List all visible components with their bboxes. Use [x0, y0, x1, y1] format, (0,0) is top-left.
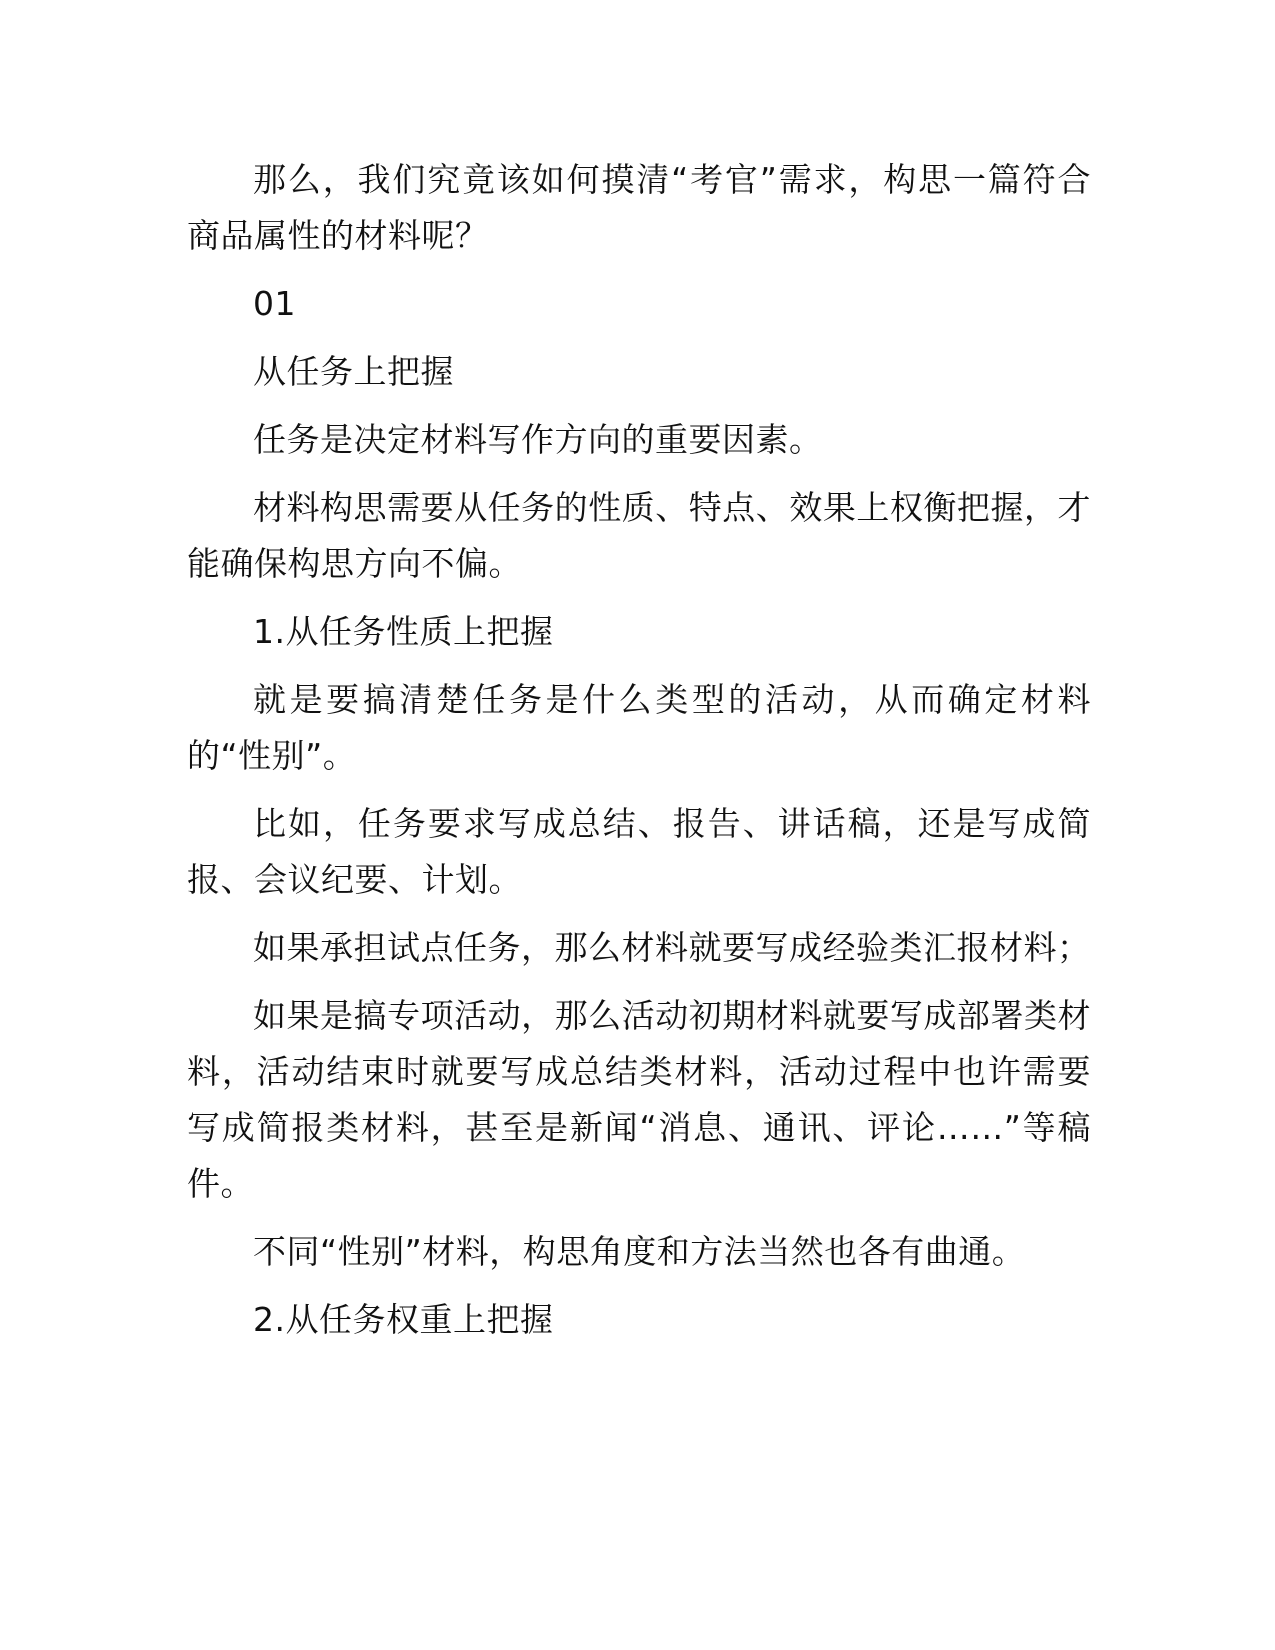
subsection-heading: 2.从任务权重上把握 — [253, 1300, 554, 1339]
body-paragraph: 比如，任务要求写成总结、报告、讲话稿，还是写成简报、会议纪要、计划。 — [187, 804, 1091, 899]
body-paragraph: 任务是决定材料写作方向的重要因素。 — [253, 420, 823, 459]
document-body — [187, 152, 1091, 1360]
section-number: 01 — [253, 284, 296, 323]
subsection-heading: 1.从任务性质上把握 — [253, 612, 554, 651]
body-paragraph: 就是要搞清楚任务是什么类型的活动，从而确定材料的“性别”。 — [187, 680, 1091, 775]
body-paragraph: 如果是搞专项活动，那么活动初期材料就要写成部署类材料，活动结束时就要写成总结类材料，活动过程中也许需要写成简报类材料，甚至是新闻“消息、通讯、评论……”等稿件。 — [187, 996, 1091, 1203]
body-paragraph: 材料构思需要从任务的性质、特点、效果上权衡把握，才能确保构思方向不偏。 — [187, 488, 1091, 583]
body-paragraph: 如果承担试点任务，那么材料就要写成经验类汇报材料； — [253, 928, 1091, 967]
intro-question-paragraph: 那么，我们究竟该如何摸清“考官”需求，构思一篇符合商品属性的材料呢？ — [187, 160, 1091, 255]
body-paragraph: 不同“性别”材料，构思角度和方法当然也各有曲通。 — [253, 1232, 1026, 1271]
section-heading: 从任务上把握 — [253, 352, 454, 391]
